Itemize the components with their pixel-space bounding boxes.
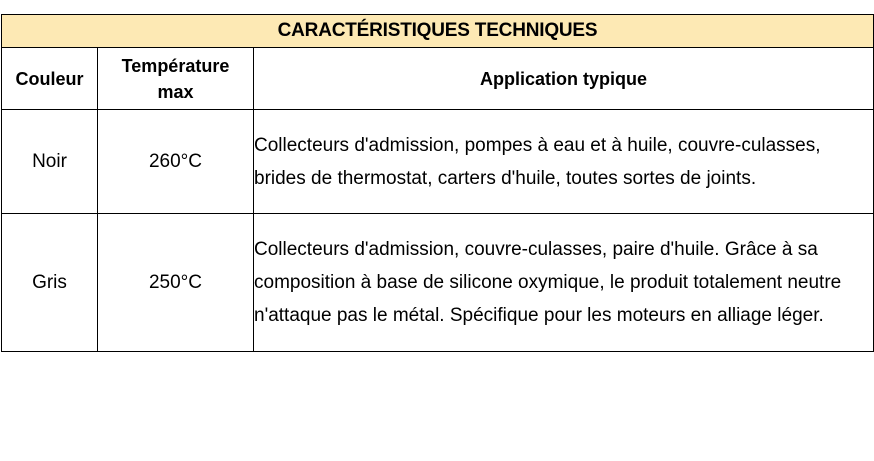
- cell-color: Noir: [2, 110, 98, 214]
- header-temperature-line2: max: [157, 81, 194, 102]
- technical-characteristics-table: [1, 14, 874, 352]
- cell-application: Collecteurs d'admission, couvre-culasses, paire d'huile. Grâce à sa composition à base de silicone oxymique, le produit totalement neutre n'attaque pas le métal. Spécifique pour les moteurs en alliage léger.: [254, 214, 874, 352]
- table-row: [2, 214, 874, 352]
- cell-temperature: 250°C: [98, 214, 254, 352]
- header-color: Couleur: [2, 48, 98, 110]
- cell-color: Gris: [2, 214, 98, 352]
- cell-application: Collecteurs d'admission, pompes à eau et à huile, couvre-culasses, brides de thermostat, carters d'huile, toutes sortes de joints.: [254, 110, 874, 214]
- header-row: [2, 48, 874, 110]
- table-title: CARACTÉRISTIQUES TECHNIQUES: [2, 15, 874, 48]
- header-temperature: [98, 48, 254, 110]
- header-temperature-line1: Température: [121, 55, 230, 76]
- title-row: [2, 15, 874, 48]
- header-application: Application typique: [254, 48, 874, 110]
- cell-temperature: 260°C: [98, 110, 254, 214]
- table-row: [2, 110, 874, 214]
